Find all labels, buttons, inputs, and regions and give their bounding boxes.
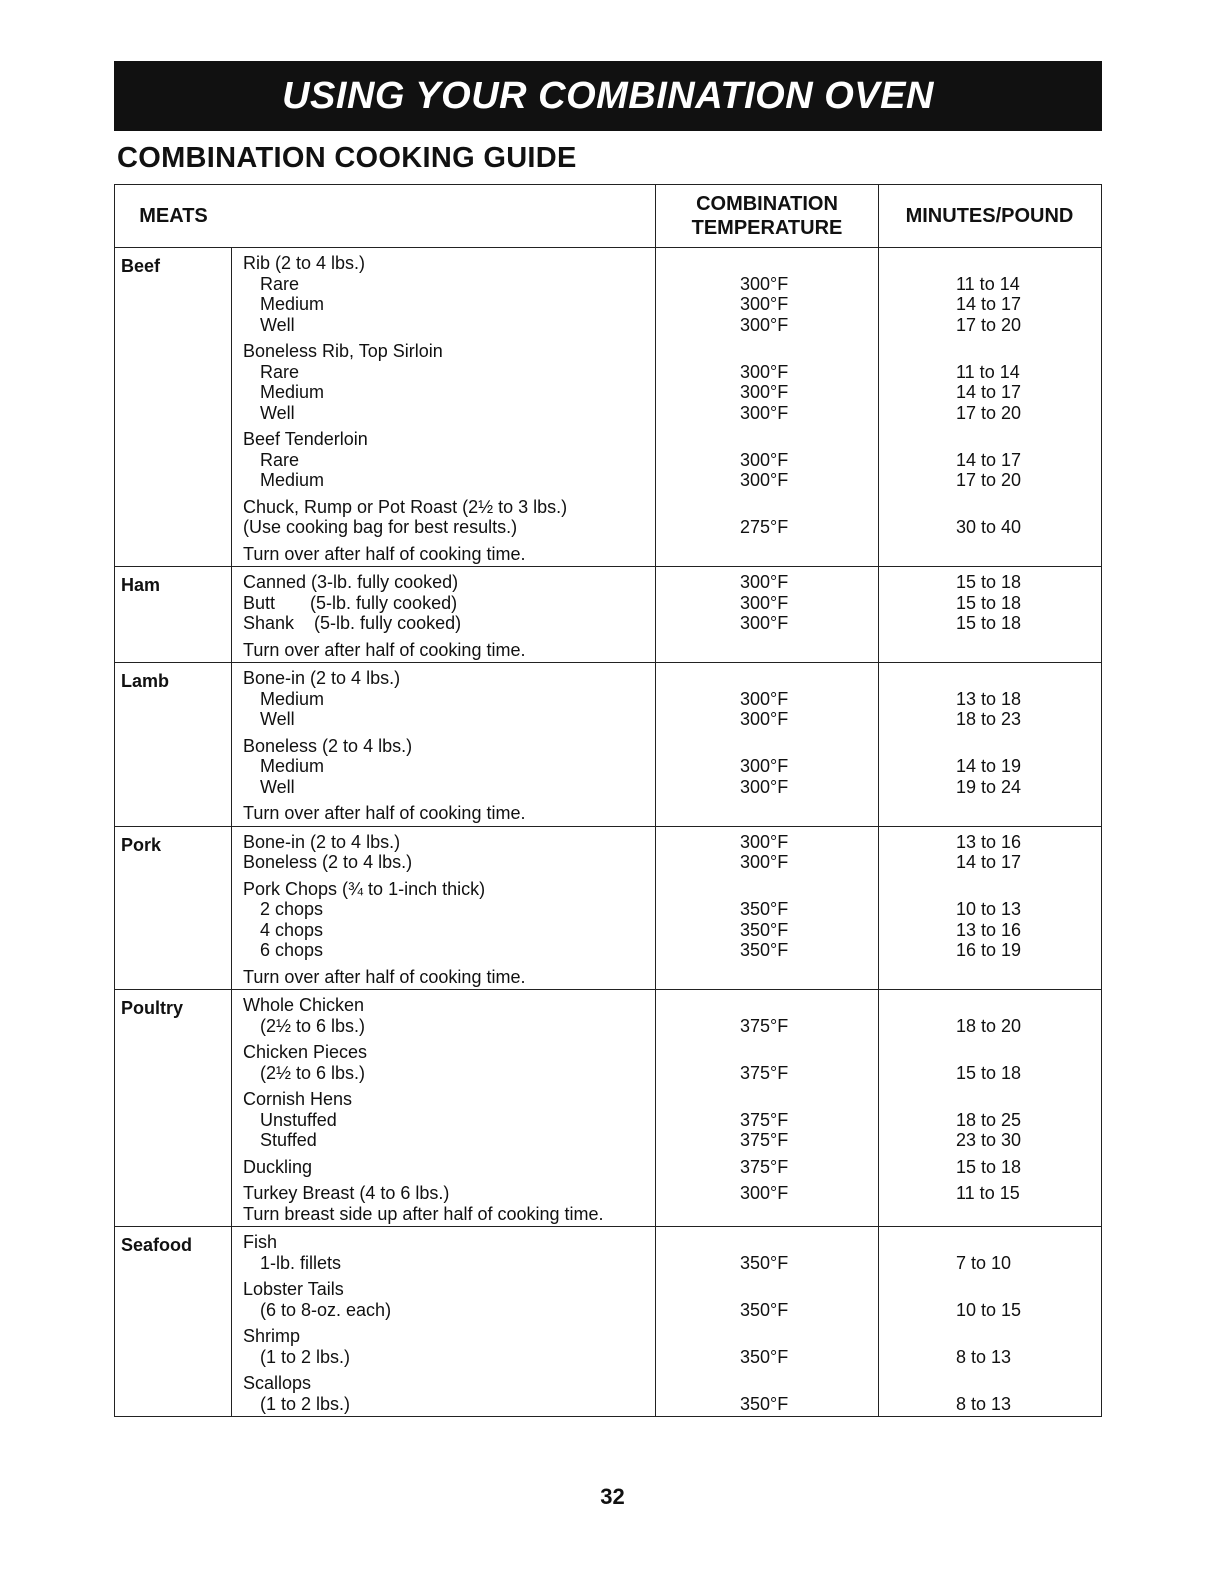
item-label: Bone-in (2 to 4 lbs.)	[243, 831, 401, 852]
minutes-value: 18 to 20	[956, 1015, 1022, 1036]
minutes-value: 13 to 16	[956, 831, 1022, 852]
minutes-column	[879, 1227, 1100, 1416]
item-label: (6 to 8-oz. each)	[260, 1299, 392, 1320]
minutes-value: 15 to 18	[956, 1062, 1022, 1083]
table-section	[115, 827, 1101, 991]
temperature-value: 300°F	[740, 592, 789, 613]
temperature-value: 350°F	[740, 1252, 789, 1273]
temperature-value: 350°F	[740, 1393, 789, 1414]
meat-category: Lamb	[115, 663, 232, 826]
temperature-value: 350°F	[740, 1346, 789, 1367]
minutes-value: 14 to 19	[956, 756, 1022, 776]
temperature-value	[656, 1089, 878, 1110]
temperature-value	[656, 995, 878, 1016]
meat-category: Seafood	[115, 1227, 232, 1416]
minutes-value	[879, 1042, 1100, 1063]
item-label: Bone-in (2 to 4 lbs.)	[243, 668, 401, 688]
temperature-value: 300°F	[740, 294, 789, 314]
item-label: Well	[260, 776, 295, 797]
item-label: Shrimp	[243, 1326, 301, 1346]
temperature-column	[656, 990, 879, 1226]
temperature-value: 375°F	[740, 1109, 789, 1130]
minutes-value	[879, 253, 1100, 274]
item-label: Pork Chops (¾ to 1-inch thick)	[243, 878, 486, 899]
minutes-value	[879, 429, 1100, 450]
item-label: Cornish Hens	[243, 1089, 353, 1109]
section-title: COMBINATION COOKING GUIDE	[117, 142, 577, 174]
minutes-value	[879, 1326, 1100, 1347]
minutes-value	[879, 1373, 1100, 1394]
item-label: Turn over after half of cooking time.	[243, 966, 526, 987]
header-minutes: MINUTES/POUND	[905, 205, 1074, 227]
temperature-value: 350°F	[740, 1299, 789, 1320]
minutes-value	[879, 879, 1100, 900]
minutes-value	[879, 1279, 1100, 1300]
temperature-value: 300°F	[740, 831, 789, 852]
minutes-value: 10 to 15	[956, 1299, 1022, 1320]
minutes-value: 15 to 18	[956, 1156, 1022, 1177]
temperature-value: 350°F	[740, 919, 789, 940]
minutes-value	[879, 1089, 1100, 1110]
table-section	[115, 990, 1101, 1227]
temperature-value	[656, 253, 878, 274]
temperature-value: 350°F	[740, 940, 789, 960]
item-label: Chicken Pieces	[243, 1042, 368, 1062]
minutes-value: 13 to 16	[956, 919, 1022, 940]
temperature-value: 300°F	[740, 449, 789, 470]
minutes-value: 13 to 18	[956, 688, 1022, 709]
temperature-value	[656, 1373, 878, 1394]
minutes-value: 14 to 17	[956, 382, 1022, 402]
temperature-value	[656, 736, 878, 757]
meat-category: Poultry	[115, 990, 232, 1226]
temperature-value: 300°F	[740, 361, 789, 382]
temperature-value: 300°F	[740, 709, 789, 729]
minutes-column	[879, 827, 1100, 990]
meat-category: Pork	[115, 827, 232, 990]
item-label: Medium	[260, 470, 325, 490]
temperature-value: 300°F	[740, 572, 789, 592]
minutes-value: 15 to 18	[956, 613, 1022, 633]
temperature-value	[656, 1279, 878, 1300]
minutes-value: 11 to 15	[956, 1183, 1020, 1203]
minutes-value: 7 to 10	[956, 1252, 1012, 1273]
minutes-value: 10 to 13	[956, 899, 1022, 919]
temperature-value	[656, 1204, 878, 1225]
item-column	[232, 1227, 656, 1416]
temperature-value	[656, 1232, 878, 1253]
item-label: Rare	[260, 449, 300, 470]
temperature-value: 300°F	[740, 470, 789, 490]
item-label: Whole Chicken	[243, 995, 365, 1015]
header-temp-line2: TEMPERATURE	[691, 217, 843, 239]
temperature-value: 300°F	[740, 402, 789, 423]
item-label: Beef Tenderloin	[243, 429, 368, 449]
minutes-value: 16 to 19	[956, 940, 1022, 960]
temperature-value: 375°F	[740, 1015, 789, 1036]
item-label: 2 chops	[260, 899, 324, 919]
temperature-value	[656, 879, 878, 900]
item-label: Medium	[260, 688, 325, 709]
temperature-value	[656, 429, 878, 450]
header-meats: MEATS	[139, 205, 208, 227]
temperature-value: 275°F	[740, 517, 789, 537]
item-column	[232, 663, 656, 826]
temperature-value	[656, 341, 878, 362]
item-label: Turkey Breast (4 to 6 lbs.)	[243, 1183, 450, 1203]
temperature-value: 300°F	[740, 756, 789, 776]
temperature-value: 300°F	[740, 688, 789, 709]
header-temperature	[656, 185, 879, 247]
minutes-value	[879, 1232, 1100, 1253]
item-label: Turn over after half of cooking time.	[243, 639, 526, 660]
item-column	[232, 567, 656, 662]
item-label: Fish	[243, 1232, 278, 1252]
item-label: (1 to 2 lbs.)	[260, 1393, 351, 1414]
item-label: Rib (2 to 4 lbs.)	[243, 253, 366, 273]
minutes-column	[879, 990, 1100, 1226]
item-label: Shank (5-lb. fully cooked)	[243, 613, 462, 633]
minutes-value: 11 to 14	[956, 273, 1020, 294]
temperature-value	[656, 544, 878, 565]
minutes-value: 15 to 18	[956, 592, 1022, 613]
minutes-value: 19 to 24	[956, 776, 1022, 797]
temperature-value: 300°F	[740, 314, 789, 335]
item-label: (Use cooking bag for best results.)	[243, 517, 518, 537]
minutes-value	[879, 341, 1100, 362]
minutes-value: 14 to 17	[956, 294, 1022, 314]
table-section	[115, 663, 1101, 827]
table-body	[115, 248, 1101, 1416]
minutes-value: 17 to 20	[956, 470, 1022, 490]
minutes-value	[879, 544, 1100, 565]
minutes-value	[879, 1204, 1100, 1225]
item-label: 1-lb. fillets	[260, 1252, 342, 1273]
item-column	[232, 248, 656, 566]
minutes-value	[879, 668, 1100, 689]
item-label: Butt (5-lb. fully cooked)	[243, 592, 458, 613]
temperature-value	[656, 640, 878, 661]
minutes-column	[879, 663, 1100, 826]
item-label: Chuck, Rump or Pot Roast (2½ to 3 lbs.)	[243, 496, 568, 517]
item-label: Medium	[260, 382, 325, 402]
minutes-value	[879, 967, 1100, 988]
temperature-value	[656, 497, 878, 518]
item-label: Unstuffed	[260, 1109, 337, 1130]
temperature-value: 300°F	[740, 776, 789, 797]
item-label: (2½ to 6 lbs.)	[260, 1015, 366, 1036]
item-label: Lobster Tails	[243, 1279, 344, 1299]
item-label: Turn breast side up after half of cooking time.	[243, 1203, 604, 1224]
header-blank	[232, 185, 656, 247]
temperature-value	[656, 1042, 878, 1063]
page-banner: USING YOUR COMBINATION OVEN	[114, 61, 1102, 131]
item-label: Scallops	[243, 1373, 312, 1393]
item-label: Turn over after half of cooking time.	[243, 803, 526, 823]
item-label: Well	[260, 709, 295, 729]
item-label: (1 to 2 lbs.)	[260, 1346, 351, 1367]
meat-category: Beef	[115, 248, 232, 566]
minutes-value: 8 to 13	[956, 1393, 1012, 1414]
item-label: Boneless (2 to 4 lbs.)	[243, 735, 413, 756]
item-label: 6 chops	[260, 940, 324, 960]
minutes-value	[879, 803, 1100, 824]
table-section	[115, 248, 1101, 567]
temperature-value	[656, 668, 878, 689]
temperature-column	[656, 248, 879, 566]
minutes-value: 17 to 20	[956, 314, 1022, 335]
minutes-value: 18 to 23	[956, 709, 1022, 729]
temperature-value	[656, 803, 878, 824]
minutes-value: 14 to 17	[956, 852, 1022, 872]
minutes-value: 17 to 20	[956, 402, 1022, 423]
temperature-value	[656, 967, 878, 988]
item-label: (2½ to 6 lbs.)	[260, 1062, 366, 1083]
minutes-column	[879, 248, 1100, 566]
item-label: 4 chops	[260, 919, 324, 940]
minutes-value: 30 to 40	[956, 517, 1022, 537]
item-label: Medium	[260, 294, 325, 314]
item-column	[232, 827, 656, 990]
minutes-value: 15 to 18	[956, 572, 1022, 592]
minutes-value	[879, 995, 1100, 1016]
temperature-value: 300°F	[740, 273, 789, 294]
table-header	[115, 185, 1101, 248]
temperature-value: 300°F	[740, 852, 789, 872]
item-label: Turn over after half of cooking time.	[243, 543, 526, 564]
temperature-column	[656, 1227, 879, 1416]
temperature-value: 350°F	[740, 899, 789, 919]
item-column	[232, 990, 656, 1226]
temperature-value: 375°F	[740, 1156, 789, 1177]
item-label: Stuffed	[260, 1130, 317, 1150]
temperature-value	[656, 1326, 878, 1347]
temperature-value: 375°F	[740, 1062, 789, 1083]
item-label: Rare	[260, 273, 300, 294]
minutes-value: 18 to 25	[956, 1109, 1022, 1130]
item-label: Well	[260, 314, 295, 335]
minutes-value: 23 to 30	[956, 1130, 1022, 1150]
temperature-value: 375°F	[740, 1130, 789, 1150]
minutes-value	[879, 736, 1100, 757]
minutes-value	[879, 640, 1100, 661]
page-number: 32	[600, 1484, 625, 1509]
item-label: Boneless (2 to 4 lbs.)	[243, 852, 413, 872]
cooking-guide-table	[114, 184, 1102, 1417]
minutes-value	[879, 497, 1100, 518]
item-label: Rare	[260, 361, 300, 382]
minutes-value: 8 to 13	[956, 1346, 1012, 1367]
temperature-value: 300°F	[740, 382, 789, 402]
minutes-value: 14 to 17	[956, 449, 1022, 470]
table-section	[115, 1227, 1101, 1416]
temperature-column	[656, 567, 879, 662]
temperature-value: 300°F	[740, 1183, 789, 1203]
item-label: Canned (3-lb. fully cooked)	[243, 572, 459, 592]
item-label: Duckling	[243, 1156, 313, 1177]
meat-category: Ham	[115, 567, 232, 662]
item-label: Boneless Rib, Top Sirloin	[243, 341, 443, 361]
temperature-column	[656, 827, 879, 990]
minutes-column	[879, 567, 1100, 662]
item-label: Well	[260, 402, 295, 423]
header-temp-line1: COMBINATION	[696, 193, 838, 215]
item-label: Medium	[260, 756, 325, 776]
table-section	[115, 567, 1101, 663]
minutes-value: 11 to 14	[956, 361, 1020, 382]
temperature-column	[656, 663, 879, 826]
temperature-value: 300°F	[740, 613, 789, 633]
